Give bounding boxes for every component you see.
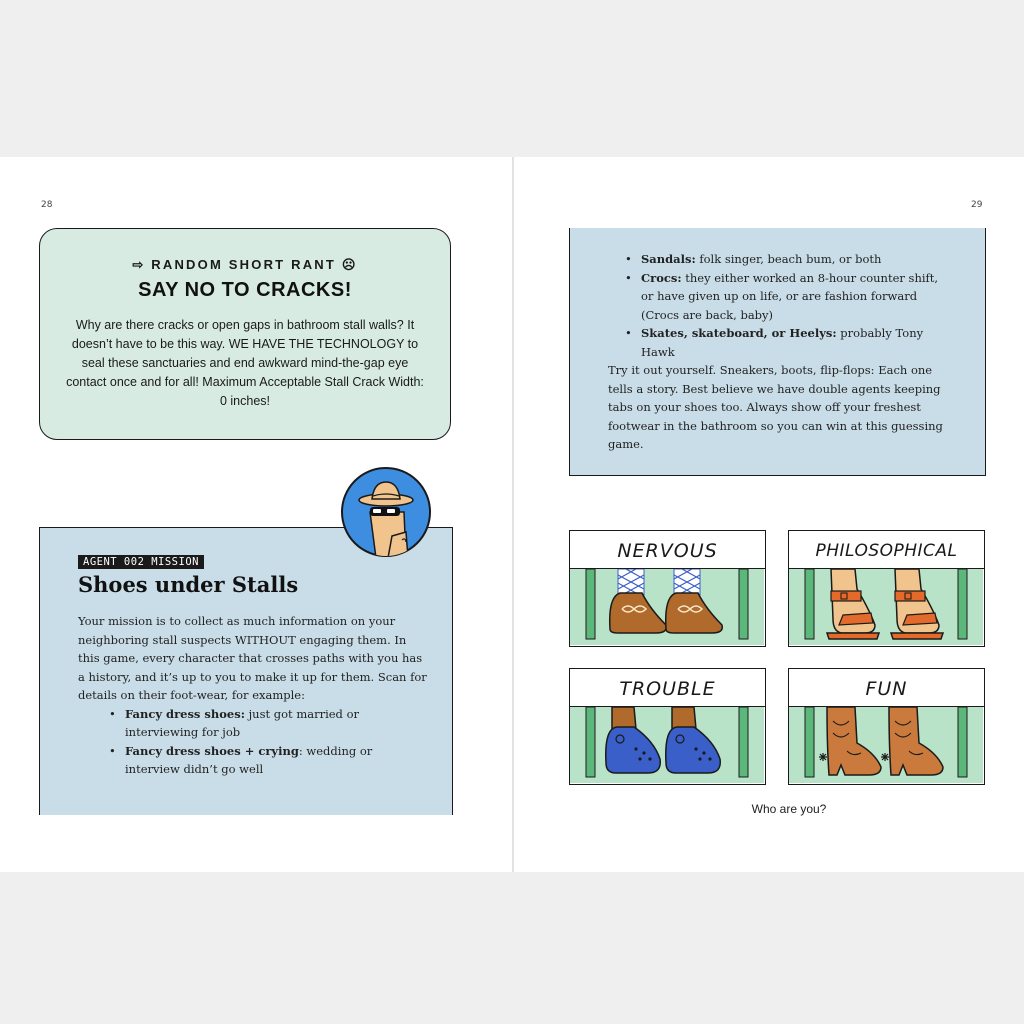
page-number-right: 29 — [971, 200, 983, 210]
list-item-term: Fancy dress shoes + crying — [125, 743, 299, 758]
shoe-list — [621, 250, 953, 361]
list-item-desc: : wedding or interview didn’t go well — [125, 743, 373, 776]
list-item-term: Skates, skateboard, or Heelys: — [641, 326, 837, 340]
list-item-desc: probably Tony Hawk — [641, 326, 924, 359]
list-item — [621, 269, 953, 325]
list-item-term: Fancy dress shoes: — [125, 706, 245, 721]
panel-label: TROUBLE — [570, 669, 765, 707]
list-item — [621, 250, 953, 269]
book-gutter — [512, 157, 514, 872]
mission-intro: Your mission is to collect as much information on your neighboring stall suspects WITHOUT engaging them. In this game, every character that crosses paths with you has a history, and it’s up to you to make it up for them. Scan for details on their foot-wear, for example: — [78, 614, 427, 702]
rant-title: SAY NO TO CRACKS! — [138, 279, 352, 301]
cowboy-boots-illustration-icon — [789, 707, 983, 783]
right-outro: Try it out yourself. Sneakers, boots, flip-flops: Each one tells a story. Best believe we have double agents keeping tabs on your shoes too. Always show off your freshest footwear in the bathroom so you can win at this guessing game. — [608, 363, 943, 451]
panel-trouble — [569, 668, 766, 785]
rant-box — [39, 228, 451, 440]
list-item — [621, 324, 953, 361]
mission-box — [39, 527, 453, 815]
list-item-term: Sandals: — [641, 252, 696, 266]
list-item — [105, 742, 428, 779]
panels-caption: Who are you? — [751, 802, 827, 816]
panel-label: FUN — [789, 669, 984, 707]
panel-fun — [788, 668, 985, 785]
sandals-illustration-icon — [789, 569, 983, 645]
mission-title: Shoes under Stalls — [78, 572, 299, 597]
page-number-left: 28 — [41, 200, 53, 210]
list-item-desc: they either worked an 8-hour counter shift, or have given up on life, or are fashion forward (Crocs are back, baby) — [641, 270, 939, 322]
rant-kicker: ⇨ RANDOM SHORT RANT ☹ — [132, 257, 358, 272]
loafers-illustration-icon — [570, 569, 764, 645]
list-item-desc: just got married or interviewing for job — [125, 706, 359, 739]
panel-philosophical — [788, 530, 985, 647]
right-text-box — [569, 228, 986, 476]
mission-body — [78, 612, 428, 779]
list-item-term: Crocs: — [641, 270, 682, 285]
panel-nervous — [569, 530, 766, 647]
mission-tag: AGENT 002 MISSION — [78, 555, 204, 569]
rant-body: Why are there cracks or open gaps in bathroom stall walls? It doesn’t have to be this way. WE HAVE THE TECHNOLOGY to seal these sanctuaries and end awkward mind-the-gap eye contact once and for all! Maximum Acceptable Stall Crack Width: 0 inches! — [66, 318, 424, 408]
crocs-illustration-icon — [570, 707, 764, 783]
panel-label: PHILOSOPHICAL — [789, 531, 984, 569]
mission-list — [105, 705, 428, 779]
list-item — [105, 705, 428, 742]
agent-avatar-icon — [340, 466, 432, 558]
list-item-desc: folk singer, beach bum, or both — [695, 252, 882, 266]
right-text-body — [608, 250, 953, 454]
panel-label: NERVOUS — [570, 531, 765, 569]
